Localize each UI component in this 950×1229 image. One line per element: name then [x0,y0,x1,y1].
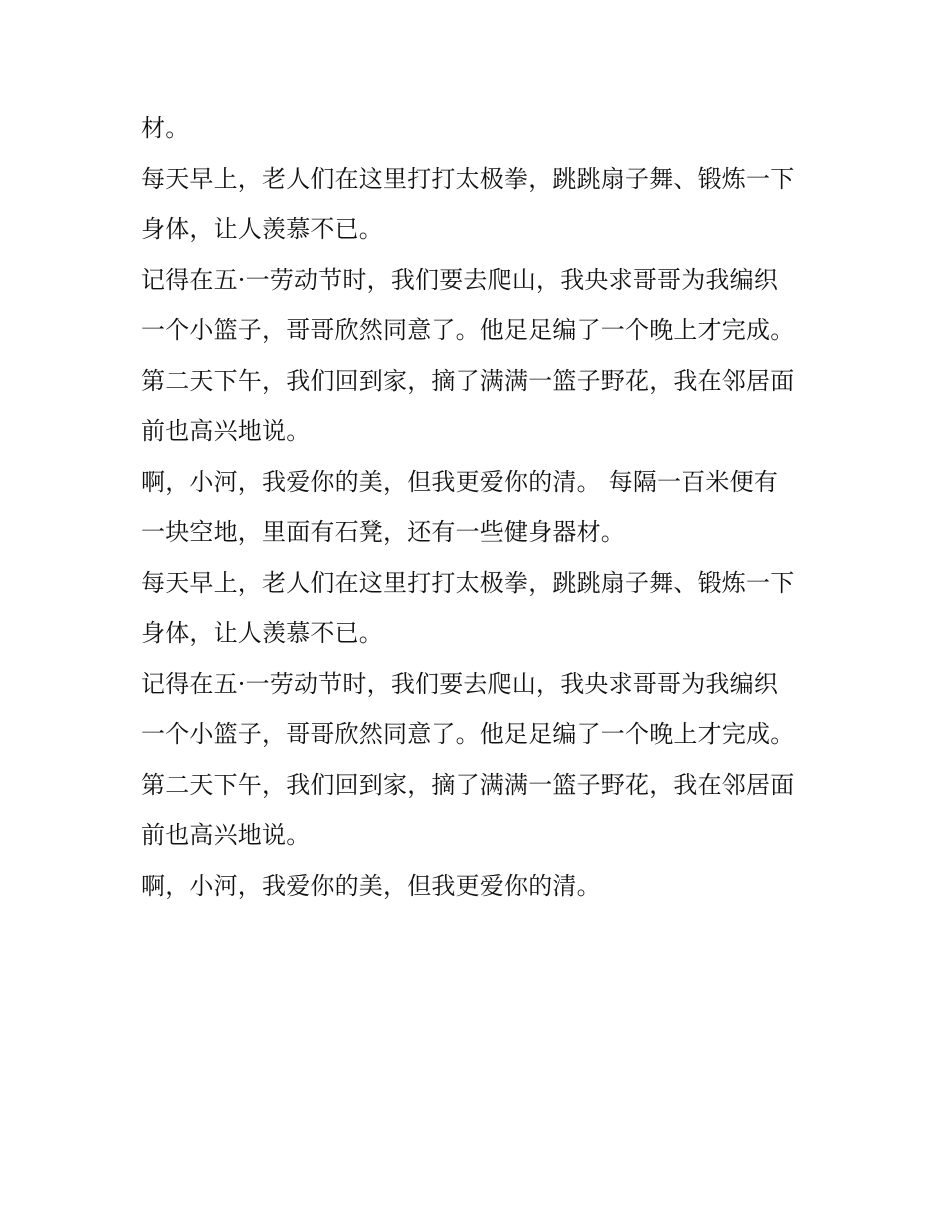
text-line: 一个小篮子，哥哥欣然同意了。他足足编了一个晚上才完成。 [141,316,795,344]
text-line: 每天早上，老人们在这里打打太极拳，跳跳扇子舞、锻炼一下 [141,568,795,597]
text-line: 记得在五·一劳动节时，我们要去爬山，我央求哥哥为我编织 [141,265,779,294]
text-line: 记得在五·一劳动节时，我们要去爬山，我央求哥哥为我编织 [141,669,779,698]
text-line: 前也高兴地说。 [141,821,311,849]
text-line: 一个小篮子，哥哥欣然同意了。他足足编了一个晚上才完成。 [141,720,795,748]
text-line: 材。 [141,114,190,142]
text-line: 一块空地，里面有石凳，还有一些健身器材。 [141,518,625,546]
text-line: 第二天下午，我们回到家，摘了满满一篮子野花，我在邻居面 [141,770,795,799]
text-line: 前也高兴地说。 [141,417,311,445]
text-line: 身体，让人羡慕不已。 [141,619,383,647]
text-line: 啊，小河，我爱你的美，但我更爱你的清。 每隔一百米便有 [141,467,779,496]
text-line: 啊，小河，我爱你的美，但我更爱你的清。 [141,871,601,900]
text-line: 第二天下午，我们回到家，摘了满满一篮子野花，我在邻居面 [141,366,795,395]
text-line: 每天早上，老人们在这里打打太极拳，跳跳扇子舞、锻炼一下 [141,164,795,193]
document-body [141,103,821,911]
text-line: 身体，让人羡慕不已。 [141,215,383,243]
